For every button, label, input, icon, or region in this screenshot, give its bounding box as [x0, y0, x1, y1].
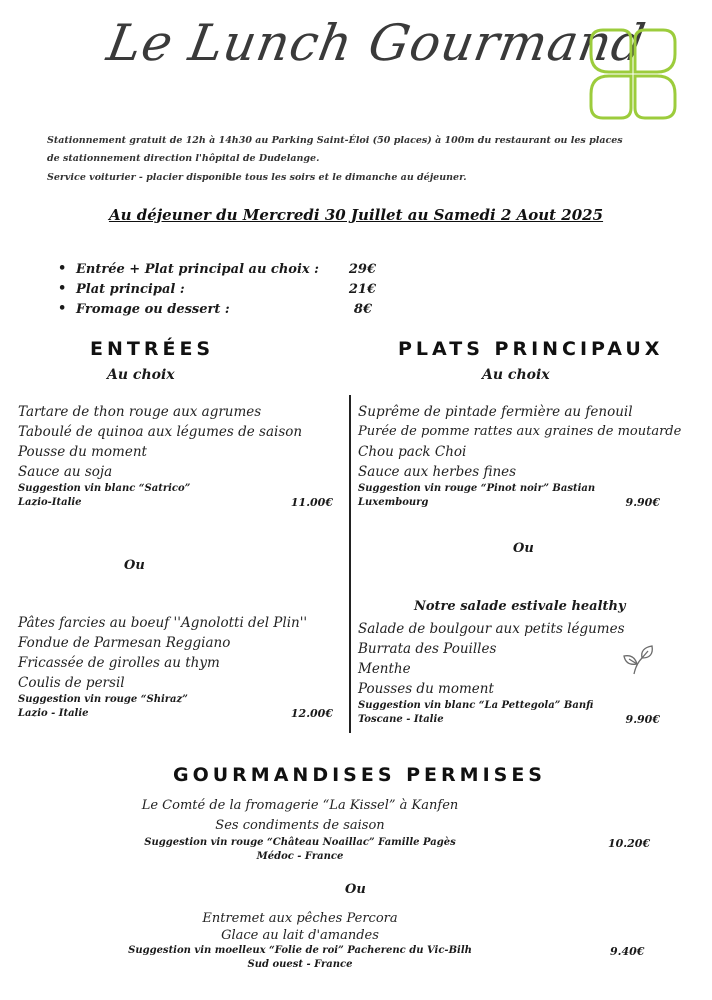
- wine-origin: Toscane - Italie: [358, 714, 444, 725]
- price: 9.90€: [625, 713, 660, 726]
- dish-line: Glace au lait d'amandes: [221, 928, 379, 943]
- wine-suggestion: Suggestion vin moelleux “Folie de roi” Pacherenc du Vic-Bilh: [128, 945, 472, 956]
- wine-origin: Lazio - Italie: [18, 708, 89, 719]
- formula-label: Plat principal :: [76, 282, 185, 297]
- plat-option-2: [358, 619, 664, 727]
- price: 9.40€: [610, 945, 645, 958]
- or-label: Ou: [124, 558, 145, 573]
- plats-subtitle: Au choix: [482, 367, 550, 383]
- wine-origin: Luxembourg: [358, 497, 429, 508]
- formula-label: Entrée + Plat principal au choix :: [76, 262, 319, 277]
- dish-line: Pousses du moment: [358, 681, 494, 697]
- price: 9.90€: [625, 496, 660, 509]
- info-line-2: de stationnement direction l'hôpital de Dudelange.: [47, 153, 320, 164]
- dish-line: Chou pack Choi: [358, 444, 467, 460]
- dish-line: Fricassée de girolles au thym: [18, 655, 220, 671]
- dish-line: Salade de boulgour aux petits légumes: [358, 621, 625, 637]
- price: 10.20€: [608, 837, 651, 850]
- dish-line: Menthe: [358, 661, 411, 677]
- wine-origin: Médoc - France: [256, 851, 344, 862]
- menu-period: Au déjeuner du Mercredi 30 Juillet au Samedi 2 Aout 2025: [108, 206, 604, 224]
- dish-line: Ses condiments de saison: [215, 818, 385, 833]
- wine-suggestion: Suggestion vin blanc “Satrico”: [18, 483, 191, 494]
- gourmandises-title: GOURMANDISES PERMISES: [173, 764, 546, 786]
- dish-line: Suprême de pintade fermière au fenouil: [358, 404, 633, 420]
- plat-option-1: [358, 402, 682, 510]
- dish-line: Le Comté de la fromagerie “La Kissel” à Kanfen: [141, 798, 459, 813]
- entrees-subtitle: Au choix: [107, 367, 175, 383]
- info-line-1: Stationnement gratuit de 12h à 14h30 au Parking Saint-Éloi (50 places) à 100m du restaurant ou les places: [47, 135, 623, 146]
- or-label: Ou: [345, 882, 366, 897]
- dish-line: Fondue de Parmesan Reggiano: [18, 635, 231, 651]
- formula-price: 8€: [353, 302, 372, 317]
- wine-suggestion: Suggestion vin blanc “La Pettegola” Banfi: [358, 700, 594, 711]
- clover-logo-icon: [585, 26, 681, 122]
- dish-line: Sauce au soja: [18, 464, 113, 480]
- formula-price: 21€: [348, 282, 376, 297]
- formula-price: 29€: [348, 262, 376, 277]
- dish-line: Entremet aux pêches Percora: [202, 911, 398, 926]
- dish-line: Tartare de thon rouge aux agrumes: [18, 404, 262, 420]
- formula-item: • Entrée + Plat principal au choix : 29€: [58, 261, 376, 277]
- dish-line: Sauce aux herbes fines: [358, 464, 517, 480]
- leaf-icon: [620, 644, 656, 676]
- formula-item: • Plat principal : 21€: [58, 281, 376, 297]
- price: 11.00€: [290, 496, 333, 509]
- formula-label: Fromage ou dessert :: [76, 302, 230, 317]
- dessert-option-1: [40, 796, 560, 864]
- plats-title: PLATS PRINCIPAUX: [398, 338, 664, 360]
- salad-heading: Notre salade estivale healthy: [414, 599, 626, 614]
- dish-line: Taboulé de quinoa aux légumes de saison: [18, 424, 303, 440]
- dish-line: Pâtes farcies au boeuf ''Agnolotti del Plin'': [18, 615, 308, 631]
- entree-option-1: [18, 402, 338, 510]
- column-divider: [349, 395, 351, 733]
- entrees-title: ENTRÉES: [90, 338, 215, 360]
- wine-suggestion: Suggestion vin rouge “Pinot noir” Bastian: [358, 483, 596, 494]
- dish-line: Purée de pomme rattes aux graines de moutarde: [358, 424, 682, 439]
- formula-list: [58, 262, 398, 322]
- entree-option-2: [18, 613, 338, 721]
- info-line-3: Service voiturier - placier disponible tous les soirs et le dimanche au déjeuner.: [47, 172, 467, 183]
- dish-line: Coulis de persil: [18, 675, 125, 691]
- wine-suggestion: Suggestion vin rouge “Shiraz”: [18, 694, 188, 705]
- wine-origin: Sud ouest - France: [247, 959, 353, 970]
- formula-item: • Fromage ou dessert : 8€: [58, 301, 372, 317]
- dish-line: Pousse du moment: [18, 444, 147, 460]
- wine-origin: Lazio-Italie: [18, 497, 82, 508]
- or-label: Ou: [513, 541, 534, 556]
- page-title: Le Lunch Gourmand: [102, 14, 651, 72]
- price: 12.00€: [290, 707, 333, 720]
- wine-suggestion: Suggestion vin rouge “Château Noaillac” Famille Pagès: [144, 837, 456, 848]
- dish-line: Burrata des Pouilles: [358, 641, 497, 657]
- dessert-option-2: [40, 910, 560, 972]
